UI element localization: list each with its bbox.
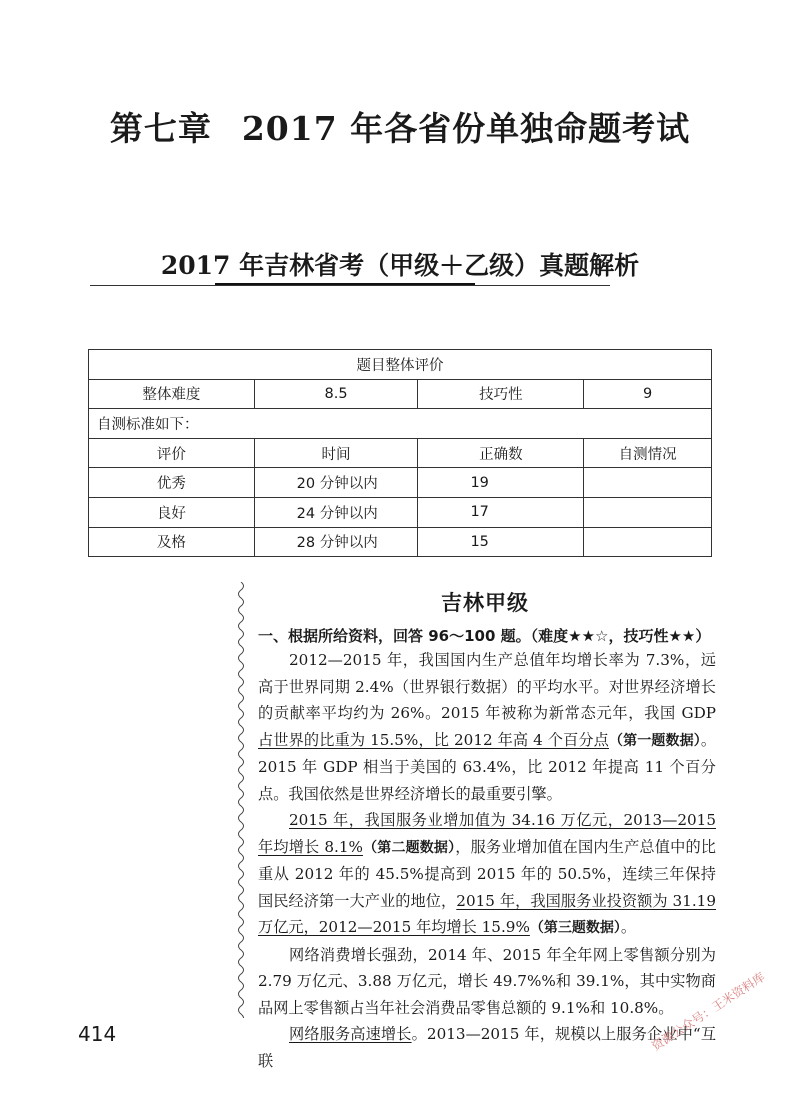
question-header: 一、根据所给资料，回答 96～100 题。（难度★★☆，技巧性★★） <box>258 627 711 645</box>
difficulty-label: 整体难度 <box>89 379 255 409</box>
table-row <box>89 527 712 557</box>
grade-cell: 良好 <box>89 497 255 527</box>
underlined-text: 2015 年，我国服务业增加值为 34.16 万亿元，2013—2015 年均增长 8.1% <box>258 811 716 856</box>
table-row <box>89 497 712 527</box>
column-header: 自测情况 <box>584 438 712 468</box>
table-row <box>89 379 712 409</box>
correct-cell: 15 <box>418 527 584 557</box>
table-row <box>89 409 712 439</box>
paragraph <box>258 1021 716 1074</box>
column-header: 评价 <box>89 438 255 468</box>
underlined-text: 占世界的比重为 15.5%，比 2012 年高 4 个百分点 <box>258 730 609 749</box>
time-cell: 24 分钟以内 <box>254 497 418 527</box>
text-span: 2012—2015 年，我国国内生产总值年均增长率为 7.3%，远高于世界同期 2.4%（世界银行数据）的平均水平。对世界经济增长的贡献率平均约为 26%。2015 年被称为新常态元年，我国 GDP <box>258 651 716 722</box>
paragraph <box>258 807 716 942</box>
article-body <box>258 647 716 1074</box>
paragraph <box>258 647 716 807</box>
correct-cell: 19 <box>418 468 584 498</box>
decorative-wavy-border <box>234 582 248 1018</box>
text-span: 。2013—2015 年，规模以上服务企业中“互联 <box>258 1025 717 1070</box>
data-tag: （第三题数据） <box>529 920 621 936</box>
chapter-title <box>0 103 800 150</box>
data-tag: （第一题数据） <box>608 732 701 749</box>
watermark: 资源公众号：王米资料库 <box>649 969 768 1054</box>
skill-label: 技巧性 <box>418 379 584 409</box>
time-cell: 28 分钟以内 <box>254 527 418 557</box>
text-span: 。 <box>620 918 637 936</box>
table-header-row <box>89 438 712 468</box>
column-header: 时间 <box>254 438 418 468</box>
underlined-text: 2015 年，我国服务业投资额为 31.19 万亿元，2012—2015 年均增长 15.9% <box>258 891 716 936</box>
standard-note: 自测标准如下： <box>89 409 712 439</box>
text-span: 。2015 年 GDP 相当于美国的 63.4%，比 2012 年提高 11 个百分点。我国依然是世界经济增长的最重要引擎。 <box>258 730 716 803</box>
self-check-cell <box>584 527 712 557</box>
section-title: 2017 年吉林省考（甲级＋乙级）真题解析 <box>160 251 640 280</box>
underlined-text: 网络服务高速增长 <box>289 1025 412 1043</box>
subsection-title: 吉林甲级 <box>441 591 529 615</box>
time-cell: 20 分钟以内 <box>254 468 418 498</box>
self-check-cell <box>584 497 712 527</box>
section-divider <box>90 285 610 286</box>
evaluation-table <box>88 349 712 557</box>
difficulty-value: 8.5 <box>254 379 418 409</box>
chapter-name: 2017 年各省份单独命题考试 <box>241 109 691 148</box>
correct-cell: 17 <box>418 497 584 527</box>
chapter-label: 第七章 <box>109 109 212 148</box>
skill-value: 9 <box>584 379 712 409</box>
grade-cell: 及格 <box>89 527 255 557</box>
grade-cell: 优秀 <box>89 468 255 498</box>
text-span: ，服务业增加值在国内生产总值中的比重从 2012 年的 45.5%提高到 2015 年的 50.5%，连续三年保持国民经济第一大产业的地位， <box>258 837 716 910</box>
evaluation-caption: 题目整体评价 <box>89 350 712 380</box>
paragraph: 网络消费增长强劲，2014 年、2015 年全年网上零售额分别为 2.79 万亿元、3.88 万亿元，增长 49.7%%和 39.1%，其中实物商品网上零售额占当年社会消费品零售总额的 9.1%和 10.8%。 <box>258 945 716 1017</box>
data-tag: （第二题数据） <box>362 839 456 856</box>
table-row <box>89 350 712 380</box>
table-row <box>89 468 712 498</box>
section-underline <box>215 283 475 285</box>
self-check-cell <box>584 468 712 498</box>
page-number: 414 <box>78 1022 117 1046</box>
column-header: 正确数 <box>418 438 584 468</box>
